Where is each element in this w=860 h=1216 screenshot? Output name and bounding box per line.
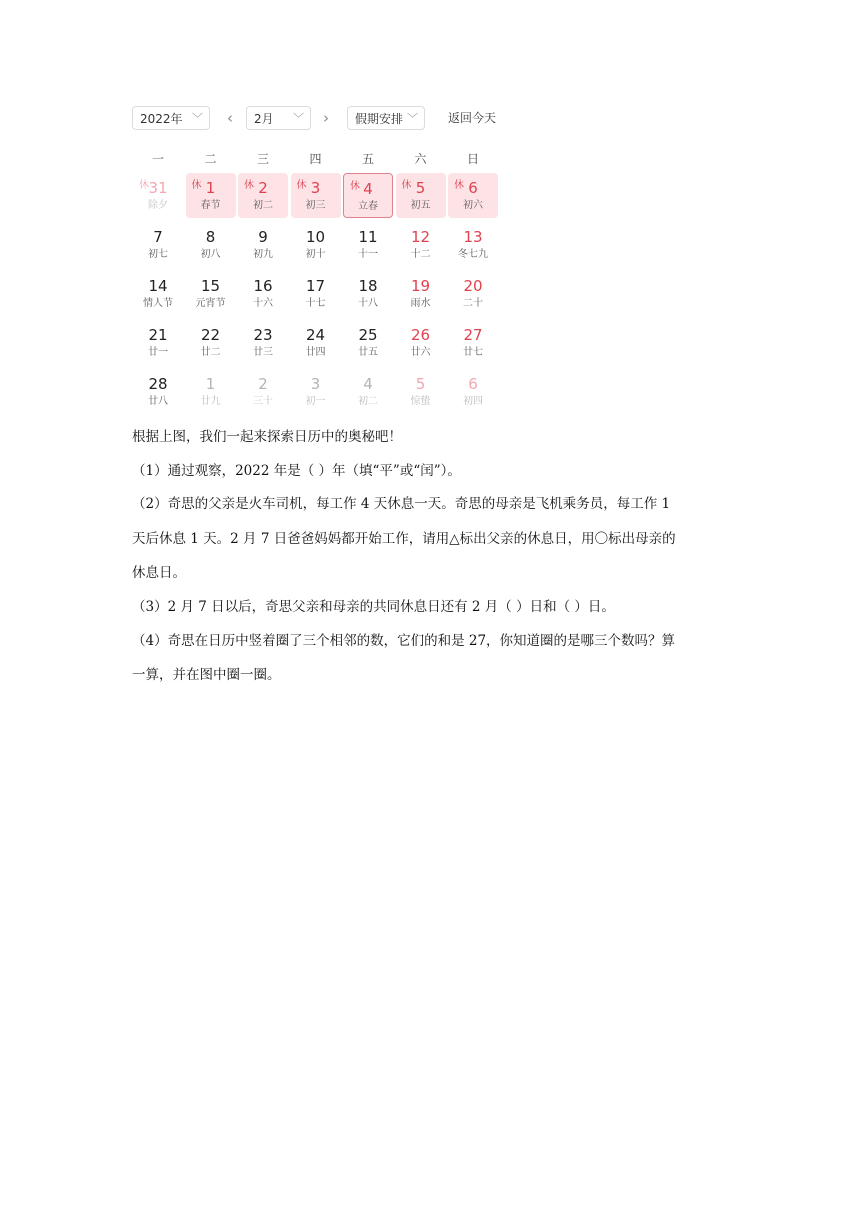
lunar-date: 十二 [410,249,431,260]
day-number: 10 [305,228,326,246]
lunar-date: 廿四 [305,347,326,358]
lunar-date: 初七 [148,249,168,260]
day-number: 6 [468,375,478,393]
calendar-day[interactable] [343,173,393,218]
day-number: 3 [310,179,321,197]
calendar-day[interactable] [291,320,341,365]
calendar-day[interactable] [133,173,183,218]
calendar-day[interactable] [448,222,498,267]
calendar-day[interactable] [343,320,393,365]
weekday-label: 六 [414,152,427,166]
lunar-date: 初十 [305,249,326,260]
lunar-date: 初六 [463,200,483,211]
calendar-day[interactable] [238,271,288,316]
day-number: 5 [415,375,426,393]
weekday-label: 四 [309,152,322,166]
question-4-line-1: （4）奇思在日历中竖着圈了三个相邻的数，它们的和是 27，你知道圈的是哪三个数吗？算 [132,633,676,649]
calendar-grid [132,173,500,413]
lunar-date: 廿三 [253,347,273,358]
day-number: 20 [463,277,483,295]
day-number: 4 [363,180,373,198]
lunar-date: 廿二 [200,347,221,358]
lunar-date: 十六 [253,298,273,309]
calendar-day[interactable] [133,222,183,267]
lunar-date: 初八 [200,249,221,260]
day-number: 1 [205,179,216,197]
holiday-rest-badge: 休 [401,180,412,191]
question-2-line-3: 休息日。 [132,565,186,581]
calendar-day[interactable] [396,320,446,365]
lunar-date: 初九 [253,249,273,260]
calendar-day[interactable] [343,369,393,414]
year-select-value: 2022年 [140,112,183,126]
calendar-day[interactable] [448,369,498,414]
calendar-day[interactable] [343,271,393,316]
lunar-date: 十八 [358,298,378,309]
day-number: 17 [305,277,326,295]
lunar-date: 二十 [463,298,483,309]
intro-text: 根据上图，我们一起来探索日历中的奥秘吧！ [132,429,402,445]
prev-month-icon[interactable]: ‹ [227,109,233,127]
day-number: 11 [358,228,378,246]
calendar-day[interactable] [238,320,288,365]
day-number: 25 [358,326,378,344]
question-3: （3）2 月 7 日以后，奇思父亲和母亲的共同休息日还有 2 月（ ）日和（ ）日。 [132,599,615,615]
lunar-date: 十一 [358,249,378,260]
lunar-date: 廿一 [148,347,168,358]
lunar-date: 廿八 [148,396,168,407]
back-to-today-button[interactable]: 返回今天 [448,111,497,125]
calendar-day[interactable] [238,369,288,414]
weekday-label: 日 [466,152,479,166]
lunar-date: 初一 [305,396,326,407]
holiday-select-value: 假期安排 [355,112,404,126]
lunar-date: 雨水 [410,298,431,309]
holiday-rest-badge: 休 [139,180,149,191]
day-number: 22 [200,326,221,344]
calendar-day[interactable] [396,222,446,267]
day-number: 9 [258,228,268,246]
calendar-day[interactable] [291,222,341,267]
lunar-date: 初三 [305,200,326,211]
lunar-date: 除夕 [148,200,168,211]
holiday-rest-badge: 休 [296,180,307,191]
lunar-date: 廿九 [200,396,221,407]
day-number: 26 [410,326,431,344]
day-number: 27 [463,326,483,344]
calendar-day[interactable] [291,369,341,414]
weekday-label: 二 [204,152,217,166]
holiday-rest-badge: 休 [191,180,202,191]
day-number: 3 [310,375,321,393]
day-number: 2 [258,375,268,393]
calendar-day[interactable] [186,369,236,414]
year-select[interactable] [132,106,210,130]
question-1: （1）通过观察，2022 年是（ ）年（填“平”或“闰”）。 [132,463,461,479]
day-number: 18 [358,277,378,295]
calendar-day[interactable] [186,320,236,365]
lunar-date: 廿七 [463,347,483,358]
calendar-day[interactable] [448,320,498,365]
weekday-label: 五 [361,152,374,166]
calendar-day[interactable] [396,173,446,218]
next-month-icon[interactable]: › [323,109,329,127]
lunar-date: 十七 [305,298,326,309]
chevron-down-icon: ﹀ [407,112,418,125]
holiday-select[interactable] [347,106,425,130]
day-number: 16 [253,277,273,295]
chevron-down-icon: ﹀ [192,112,203,125]
day-number: 2 [258,179,268,197]
calendar-toolbar [132,106,502,132]
holiday-rest-badge: 休 [454,180,464,191]
calendar-day[interactable] [238,173,288,218]
day-number: 7 [153,228,163,246]
day-number: 19 [410,277,431,295]
day-number: 14 [148,277,168,295]
day-number: 6 [468,179,478,197]
weekday-label: 一 [151,152,164,166]
day-number: 24 [305,326,326,344]
question-2-line-1: （2）奇思的父亲是火车司机，每工作 4 天休息一天。奇思的母亲是飞机乘务员，每工作 1 [132,496,671,512]
lunar-date: 初五 [410,200,431,211]
day-number: 5 [415,179,426,197]
lunar-date: 廿六 [410,347,431,358]
calendar-day[interactable] [448,173,498,218]
calendar-day[interactable] [186,173,236,218]
day-number: 23 [253,326,273,344]
calendar-day[interactable] [133,320,183,365]
lunar-date: 立春 [358,201,378,212]
lunar-date: 冬七九 [458,249,488,260]
calendar-day[interactable] [238,222,288,267]
calendar-day[interactable] [133,369,183,414]
lunar-date: 初四 [463,396,483,407]
lunar-date: 三十 [253,396,273,407]
lunar-date: 初二 [358,396,378,407]
lunar-date: 元宵节 [195,298,226,309]
holiday-rest-badge: 休 [350,181,360,192]
weekday-label: 三 [256,152,269,166]
day-number: 1 [205,375,216,393]
calendar-day[interactable] [396,369,446,414]
question-4-line-2: 一算，并在图中圈一圈。 [132,667,281,683]
day-number: 8 [205,228,216,246]
calendar-day[interactable] [291,271,341,316]
month-select-value: 2月 [254,112,274,126]
lunar-date: 惊蛰 [410,396,431,407]
lunar-date: 情人节 [143,298,173,309]
day-number: 28 [148,375,168,393]
lunar-date: 初二 [253,200,273,211]
holiday-rest-badge: 休 [244,180,254,191]
lunar-date: 廿五 [358,347,378,358]
day-number: 31 [148,179,168,197]
lunar-date: 春节 [200,200,221,211]
calendar-day[interactable] [343,222,393,267]
calendar-day[interactable] [396,271,446,316]
calendar-day[interactable] [133,271,183,316]
question-2-line-2: 天后休息 1 天。2 月 7 日爸爸妈妈都开始工作，请用△标出父亲的休息日，用〇标出母亲的 [132,531,676,547]
chevron-down-icon: ﹀ [293,112,304,125]
calendar-day[interactable] [291,173,341,218]
day-number: 15 [200,277,221,295]
day-number: 4 [363,375,373,393]
calendar-day[interactable] [448,271,498,316]
day-number: 21 [148,326,168,344]
day-number: 13 [463,228,483,246]
calendar-day[interactable] [186,222,236,267]
month-select[interactable] [246,106,311,130]
day-number: 12 [410,228,431,246]
weekday-header [132,150,500,168]
calendar-day[interactable] [186,271,236,316]
